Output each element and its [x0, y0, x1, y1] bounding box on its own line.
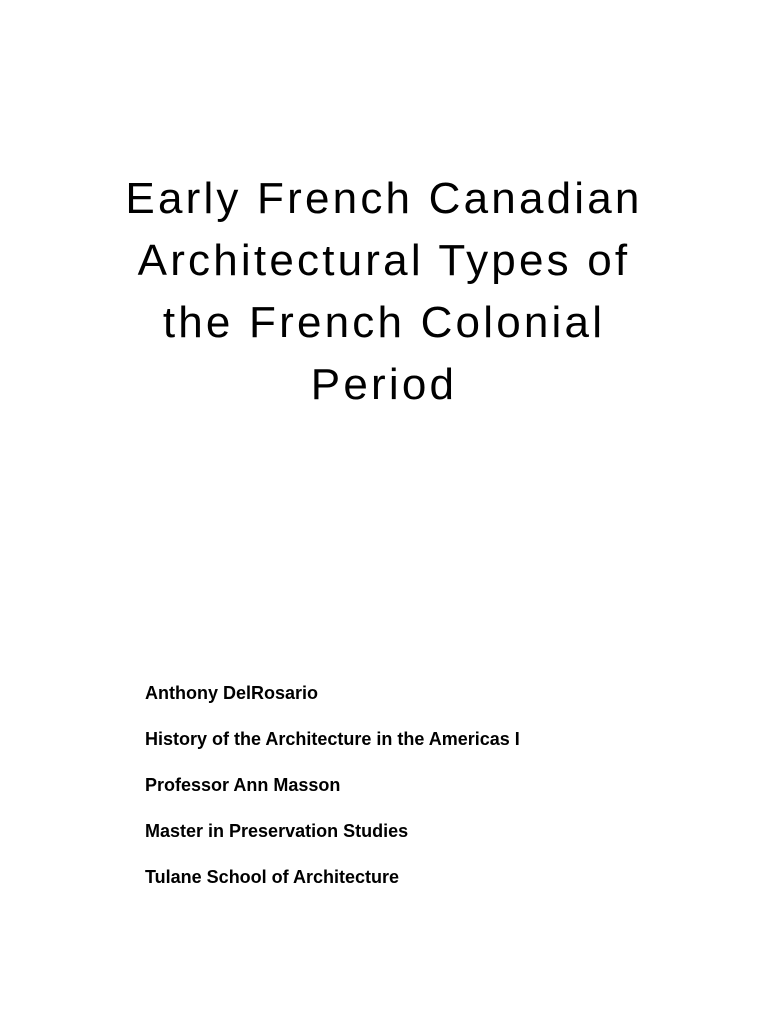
professor-name: Professor Ann Masson: [145, 775, 341, 795]
title-line-2: Architectural Types of: [137, 236, 631, 285]
author-name: Anthony DelRosario: [145, 683, 319, 703]
title-line-3: the French Colonial: [162, 298, 606, 347]
program-name: Master in Preservation Studies: [145, 821, 409, 841]
title-line-1: Early French Canadian: [125, 174, 643, 223]
document-title: [0, 168, 768, 416]
course-name: History of the Architecture in the Americas I: [145, 729, 520, 749]
title-line-4: Period: [310, 360, 458, 409]
author-info: [145, 682, 705, 912]
school-name: Tulane School of Architecture: [145, 867, 400, 887]
